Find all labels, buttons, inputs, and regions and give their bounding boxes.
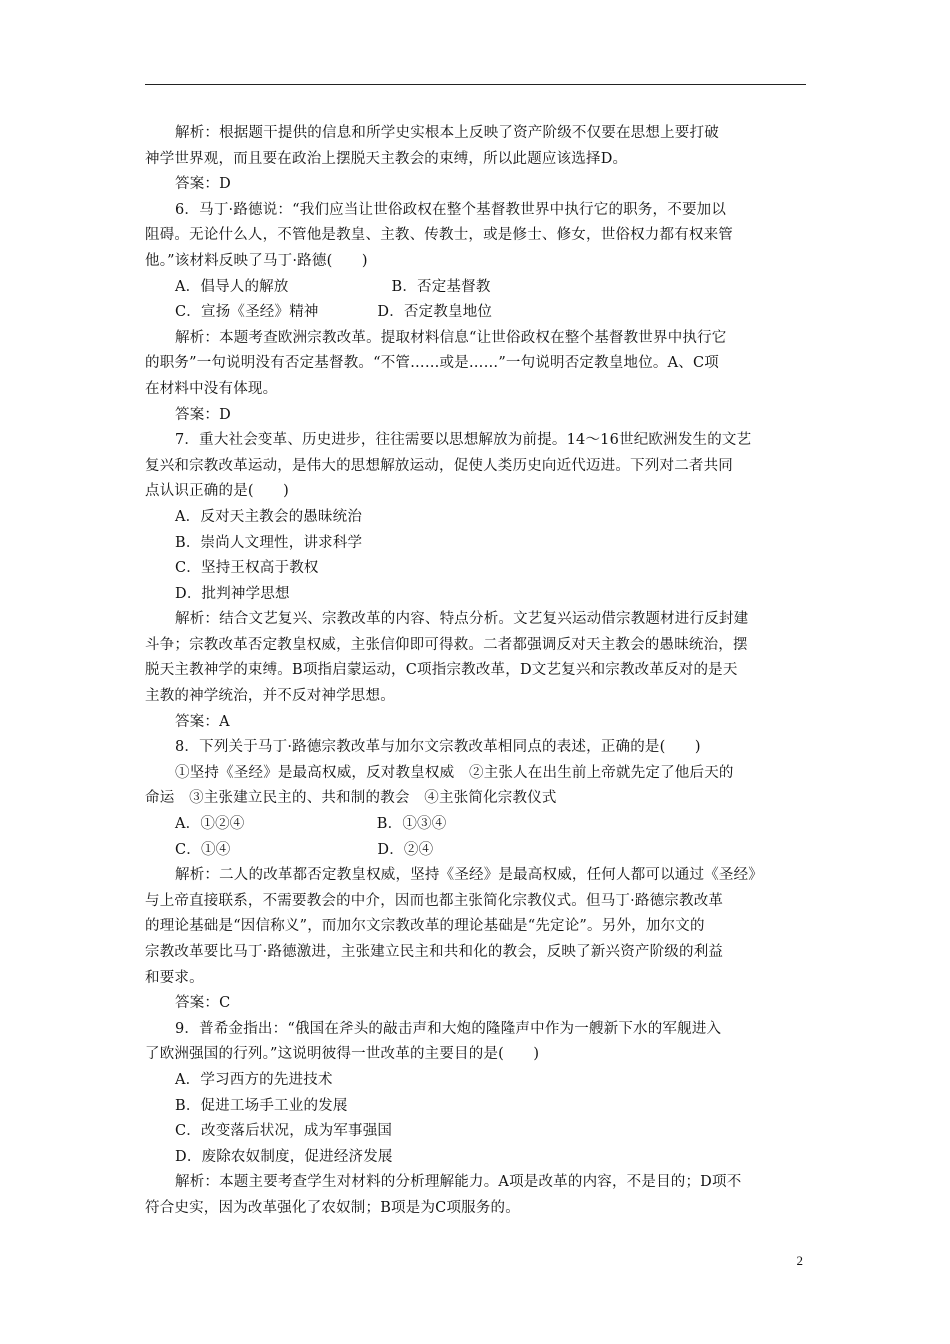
text-line: 7．重大社会变革、历史进步，往往需要以思想解放为前提。14～16世纪欧洲发生的文艺 (175, 432, 752, 449)
text-line: A．倡导人的解放 B．否定基督教 (175, 278, 491, 295)
document-body (145, 121, 806, 1222)
text-line: 解析：本题主要考查学生对材料的分析理解能力。A项是改革的内容，不是目的；D项不 (175, 1174, 742, 1191)
text-line: B．崇尚人文理性，讲求科学 (175, 534, 363, 551)
text-line: 了欧洲强国的行列。”这说明彼得一世改革的主要目的是( ) (145, 1046, 540, 1063)
text-line: 复兴和宗教改革运动，是伟大的思想解放运动，促使人类历史向近代迈进。下列对二者共同 (145, 457, 733, 474)
text-line: 的职务”一句说明没有否定基督教。“不管……或是……”一句说明否定教皇地位。A、C项 (145, 355, 720, 372)
text-line: 解析：根据题干提供的信息和所学史实根本上反映了资产阶级不仅要在思想上要打破 (175, 125, 719, 141)
header-rule (145, 84, 806, 85)
text-line: ①坚持《圣经》是最高权威，反对教皇权威 ②主张人在出生前上帝就先定了他后天的 (175, 764, 734, 781)
text-line: 6．马丁·路德说：“我们应当让世俗政权在整个基督教世界中执行它的职务，不要加以 (175, 201, 727, 218)
text-line: B．促进工场手工业的发展 (175, 1097, 348, 1114)
text-line: 脱天主教神学的束缚。B项指启蒙运动，C项指宗教改革，D文艺复兴和宗教改革反对的是天 (145, 662, 738, 679)
text-line: C．改变落后状况，成为军事强国 (175, 1123, 393, 1140)
text-line: 解析：本题考查欧洲宗教改革。提取材料信息“让世俗政权在整个基督教世界中执行它 (175, 329, 727, 346)
text-line: 解析：结合文艺复兴、宗教改革的内容、特点分析。文艺复兴运动借宗教题材进行反封建 (175, 611, 749, 628)
text-line: 点认识正确的是( ) (145, 483, 290, 500)
page-number: 2 (796, 1253, 803, 1268)
text-line: 符合史实，因为改革强化了农奴制；B项是为C项服务的。 (145, 1199, 520, 1216)
text-line: 8．下列关于马丁·路德宗教改革与加尔文宗教改革相同点的表述，正确的是( ) (175, 739, 701, 756)
text-line: A．反对天主教会的愚昧统治 (175, 508, 363, 525)
text-line: 答案：C (175, 995, 231, 1012)
text-line: 答案：A (175, 713, 230, 730)
text-line: C．宣扬《圣经》精神 D．否定教皇地位 (175, 304, 493, 321)
text-line: 和要求。 (145, 969, 204, 986)
text-line: 阻碍。无论什么人，不管他是教皇、主教、传教士，或是修士、修女，世俗权力都有权来管 (145, 227, 733, 244)
text-line: 在材料中没有体现。 (145, 380, 278, 397)
text-line: A．①②④ B．①③④ (175, 816, 447, 833)
text-line: 答案：D (175, 406, 231, 423)
text-line: 主教的神学统治，并不反对神学思想。 (145, 688, 395, 705)
text-line: 他。”该材料反映了马丁·路德( ) (145, 252, 368, 269)
text-line: 9．普希金指出：“俄国在斧头的敲击声和大炮的隆隆声中作为一艘新下水的军舰进入 (175, 1020, 722, 1037)
text-line: C．坚持王权高于教权 (175, 560, 319, 577)
text-line: D．废除农奴制度，促进经济发展 (175, 1148, 393, 1165)
text-line: 神学世界观，而且要在政治上摆脱天主教会的束缚，所以此题应该选择D。 (145, 150, 628, 167)
text-line: 宗教改革要比马丁·路德激进，主张建立民主和共和化的教会，反映了新兴资产阶级的利益 (145, 944, 724, 960)
text-line: D．批判神学思想 (175, 585, 290, 602)
text-line: 命运 ③主张建立民主的、共和制的教会 ④主张简化宗教仪式 (145, 790, 557, 807)
text-line: 的理论基础是“因信称义”，而加尔文宗教改革的理论基础是“先定论”。另外，加尔文的 (145, 918, 705, 935)
text-line: C．①④ D．②④ (175, 841, 434, 858)
text-line: 解析：二人的改革都否定教皇权威，坚持《圣经》是最高权威，任何人都可以通过《圣经》 (175, 867, 763, 884)
text-line: 答案：D (175, 176, 231, 193)
text-line: 斗争；宗教改革否定教皇权威，主张信仰即可得救。二者都强调反对天主教会的愚昧统治，摆 (145, 636, 748, 653)
text-line: 与上帝直接联系，不需要教会的中介，因而也都主张简化宗教仪式。但马丁·路德宗教改革 (145, 892, 724, 909)
text-line: A．学习西方的先进技术 (175, 1071, 333, 1088)
